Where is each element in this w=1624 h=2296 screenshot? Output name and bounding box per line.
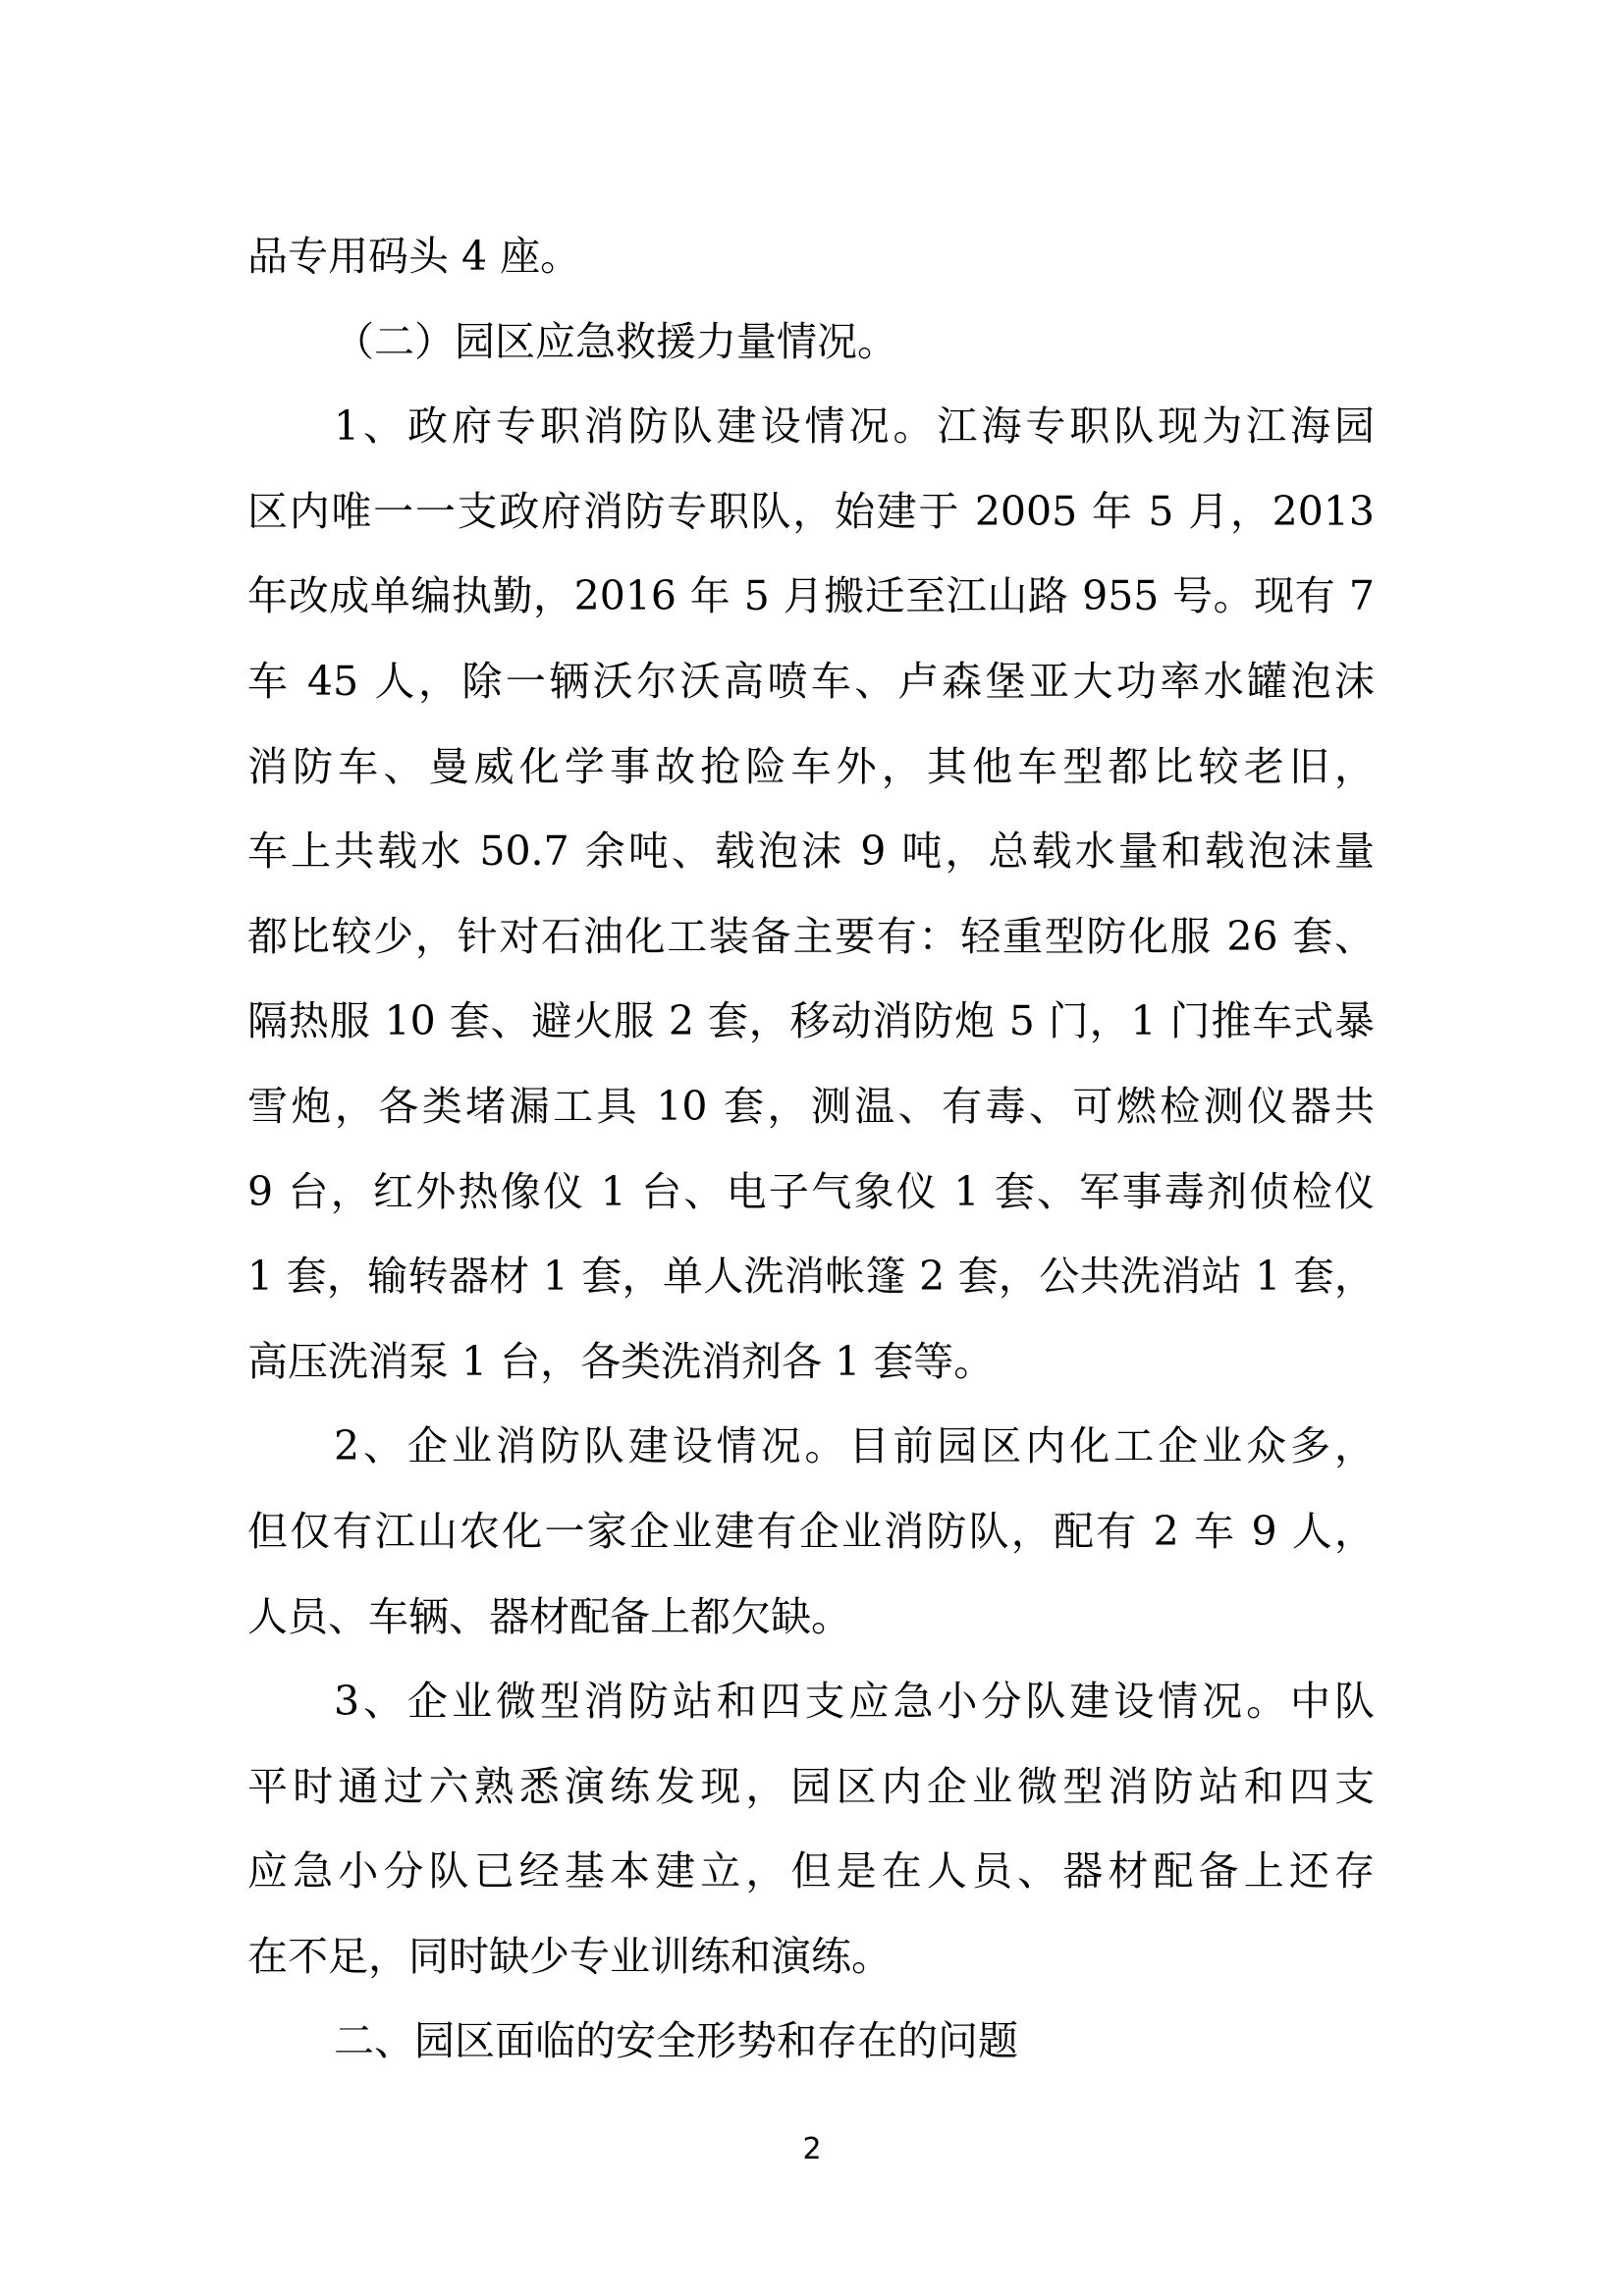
paragraph-line: 都比较少，针对石油化工装备主要有：轻重型防化服 26 套、	[247, 912, 1375, 960]
text-line: 品专用码头 4 座。	[247, 233, 581, 280]
paragraph-line: 区内唯一一支政府消防专职队，始建于 2005 年 5 月，2013	[247, 487, 1375, 535]
paragraph-line: 但仅有江山农化一家企业建有企业消防队，配有 2 车 9 人，	[247, 1507, 1375, 1555]
body-text	[247, 214, 1375, 2084]
paragraph-line: 隔热服 10 套、避火服 2 套，移动消防炮 5 门，1 门推车式暴	[247, 997, 1375, 1045]
paragraph-line: 1 套，输转器材 1 套，单人洗消帐篷 2 套，公共洗消站 1 套，	[247, 1253, 1375, 1301]
paragraph-line: 平时通过六熟悉演练发现，园区内企业微型消防站和四支	[247, 1762, 1375, 1810]
paragraph-line: 2、企业消防队建设情况。目前园区内化工企业众多，	[334, 1422, 1375, 1470]
section-heading: 二、园区面临的安全形势和存在的问题	[334, 2017, 1018, 2065]
paragraph-line: 9 台，红外热像仪 1 台、电子气象仪 1 套、军事毒剂侦检仪	[247, 1167, 1375, 1215]
paragraph-line: 车上共载水 50.7 余吨、载泡沫 9 吨，总载水量和载泡沫量	[247, 828, 1375, 876]
paragraph-line: 高压洗消泵 1 台，各类洗消剂各 1 套等。	[247, 1337, 995, 1385]
page-number: 2	[802, 2132, 822, 2166]
paragraph-line: 年改成单编执勤，2016 年 5 月搬迁至江山路 955 号。现有 7	[247, 572, 1375, 620]
paragraph-line: 消防车、曼威化学事故抢险车外，其他车型都比较老旧，	[247, 742, 1375, 790]
paragraph-line: 3、企业微型消防站和四支应急小分队建设情况。中队	[334, 1678, 1375, 1726]
paragraph-line: 应急小分队已经基本建立，但是在人员、器材配备上还存	[247, 1847, 1375, 1896]
paragraph-line: 雪炮，各类堵漏工具 10 套，测温、有毒、可燃检测仪器共	[247, 1082, 1375, 1130]
paragraph-line: 车 45 人，除一辆沃尔沃高喷车、卢森堡亚大功率水罐泡沫	[247, 657, 1375, 705]
paragraph-line: 人员、车辆、器材配备上都欠缺。	[247, 1592, 851, 1640]
paragraph-line: 1、政府专职消防队建设情况。江海专职队现为江海园	[334, 402, 1375, 451]
section-heading: （二）园区应急救援力量情况。	[334, 317, 897, 365]
paragraph-line: 在不足，同时缺少专业训练和演练。	[247, 1932, 892, 1980]
